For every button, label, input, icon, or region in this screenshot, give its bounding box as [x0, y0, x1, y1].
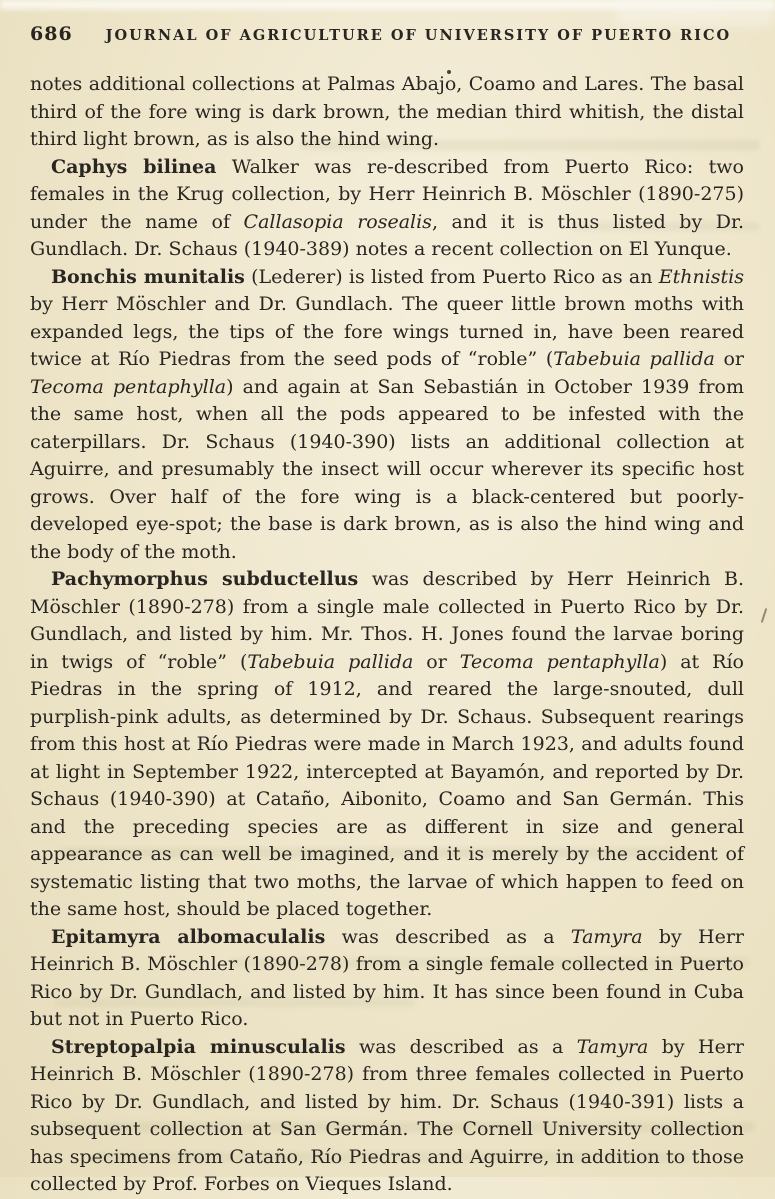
text-run: ) and again at San Sebastián in October 1939 from the same host, when all the pods appeared to be infested with the caterpillars. Dr. Schaus (1940-390) lists an additional collection at Aguirre, and presumably the insect will occur wherever its specific host grows. Over half of the fore wing is a black-centered but poorly-developed eye-spot; the base is dark brown, as is also the hind wing and the body of the moth. [30, 375, 744, 563]
text-run: by Herr Möschler and Dr. Gundlach. The queer little brown moths with expanded legs, the tips of the fore wings turned in, have been reared twice at Río Piedras from the seed pods of “roble” ( [30, 293, 744, 370]
page-number: 686 [30, 23, 73, 45]
latin-name: Callasopia rosealis [243, 210, 432, 233]
latin-name: Tabebuia pallida [247, 650, 414, 673]
text-run: or [413, 650, 460, 673]
latin-name: Tamyra [576, 1035, 649, 1058]
paragraph [30, 924, 744, 1034]
page-header [30, 23, 751, 45]
text-run: notes additional collections at Palmas Abajo, Coamo and Lares. The basal third of the fore wing is dark brown, the median third whitish, the distal third light brown, as is also the hind wing. [30, 73, 744, 150]
paragraph [30, 566, 744, 924]
text-run: was described as a [325, 925, 571, 948]
body-text [30, 71, 744, 1199]
species-name: Streptopalpia minusculalis [51, 1035, 346, 1058]
text-run: (Lederer) is listed from Puerto Rico as an [244, 265, 659, 288]
latin-name: Tabebuia pallida [553, 348, 715, 370]
journal-title: JOURNAL OF AGRICULTURE OF UNIVERSITY OF PUERTO RICO [105, 27, 732, 44]
text-run: was described by Herr Heinrich B. Möschler (1890-278) from a single male collected in Puerto Rico by Dr. Gundlach, and listed by him. Mr. Thos. H. Jones found the larvae boring in twigs of “roble” ( [30, 568, 744, 673]
text-run: Walker was re-described from Puerto Rico: two females in the Krug collection, by Herr Heinrich B. Möschler (1890-275) under the name of [30, 155, 744, 233]
species-name: Caphys bilinea [51, 155, 217, 178]
latin-name: Tecoma pentaphylla [459, 650, 660, 673]
latin-name: Ethnistis [658, 265, 744, 288]
text-run: or [714, 348, 744, 370]
text-run: , and it is thus listed by Dr. Gundlach. Dr. Schaus (1940-389) notes a recent collection on El Yunque. [30, 210, 744, 260]
species-name: Epitamyra albomaculalis [51, 925, 326, 948]
paragraph [30, 71, 744, 154]
latin-name: Tecoma pentaphylla [30, 375, 227, 398]
latin-name: Tamyra [570, 925, 643, 948]
paragraph [30, 1034, 744, 1199]
paragraph [30, 264, 744, 567]
species-name: Bonchis munitalis [51, 265, 245, 288]
text-run: by Herr Heinrich B. Möschler (1890-278) from a single female collected in Puerto Rico by Dr. Gundlach, and listed by him. It has since been found in Cuba but not in Puerto Rico. [30, 925, 744, 1030]
paragraph [30, 154, 744, 264]
text-run: ) at Río Piedras in the spring of 1912, and reared the large-snouted, dull purplish-pink adults, as determined by Dr. Schaus. Subsequent rearings from this host at Río Piedras were made in March 1923, and adults found at light in September 1922, intercepted at Bayamón, and reported by Dr. Schaus (1940-390) at Cataño, Aibonito, Coamo and San Germán. This and the preceding species are as different in size and general appearance as can well be imagined, and it is merely by the accident of systematic listing that two moths, the larvae of which happen to feed on the same host, should be placed together. [30, 650, 744, 920]
species-name: Pachymorphus subductellus [51, 568, 359, 590]
stray-ink-mark [761, 608, 768, 623]
text-run: by Herr Heinrich B. Möschler (1890-278) from three females collected in Puerto Rico by Dr. Gundlach, and listed by him. Dr. Schaus (1940-391) lists a subsequent collection at San Germán. The Cornell University collection has specimens from Cataño, Río Piedras and Aguirre, in addition to those collected by Prof. Forbes on Vieques Island. [30, 1035, 744, 1195]
text-run: was described as a [345, 1035, 577, 1058]
